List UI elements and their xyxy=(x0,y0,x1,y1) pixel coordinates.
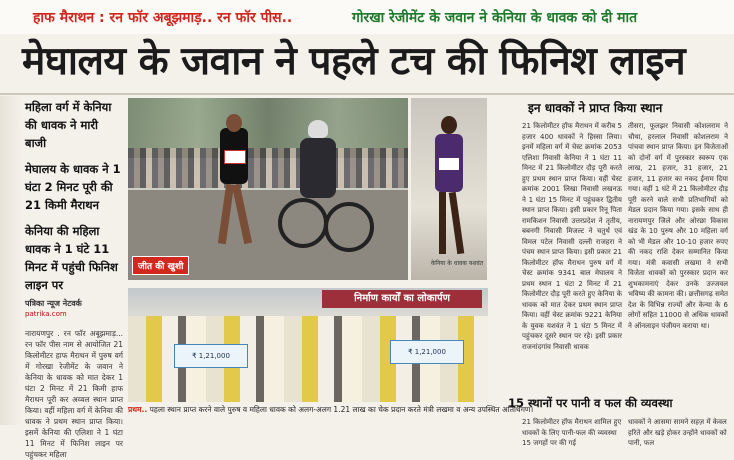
prize-cheque: ₹ 1,21,000 xyxy=(174,344,248,368)
runner-leg xyxy=(439,192,446,254)
bottom-photo xyxy=(128,288,488,402)
subheading-1: महिला वर्ग में केनिया की धावक ने मारी बाजी xyxy=(25,100,112,150)
prize-cheque: ₹ 1,21,000 xyxy=(390,340,464,364)
right-heading: इन धावकों ने प्राप्त किया स्थान xyxy=(528,101,663,115)
cyclist-helmet xyxy=(308,120,328,138)
article-body: नारायणपुर . रन फॉर अबूझमाड़... रन फॉर पीस नाम से आयोजित 21 किलोमीटर हाफ मैराथन में पुरुष वर्ग में गोरखा रेजीमेंट के जवान ने केनिया के धावक को मात देकर 1 घंटा 2 मिनट में 21 किमी हाफ मैराथन पूरी कर अव्वल स्थान प्राप्त किया। वहीं महिला वर्ग में केनिया की धावक ने प्रथम स्थान प्राप्त किया। इसमें केनिया की एलिशा ने 1 घंटा 11 मिनट में फिनिश लाइन पर पहुंचकर महिला xyxy=(25,329,123,459)
side-photo-caption: केनिया के धावक यशवंत xyxy=(430,260,484,267)
photo-caption-tag: जीत की खुशी xyxy=(132,256,189,275)
main-headline: मेघालय के जवान ने पहले टच की फिनिश लाइन xyxy=(22,39,686,84)
subheading-3: केनिया की महिला धावक ने 1 घंटे 11 मिनट में पहुंची फिनिश लाइन पर xyxy=(25,224,118,292)
main-photo xyxy=(128,98,408,280)
bicycle-wheel xyxy=(324,202,374,252)
right-body-col-2b: धावकों ने आसमा सामने सहज़ में केवल हरिते और खड़े होकर उन्होंने धावकों को पानी, फल xyxy=(628,418,727,447)
right-subheading-2: 15 स्थानों पर पानी व फल की व्यवस्था xyxy=(508,396,673,410)
byline-web: patrika.com xyxy=(25,310,67,318)
bicycle-wheel xyxy=(278,198,328,248)
subheading-2: मेघालय के धावक ने 1 घंटा 2 मिनट पूरी की 21 किमी मैराथन xyxy=(25,162,121,212)
byline: पत्रिका न्यूज नेटवर्क xyxy=(25,299,82,308)
runner-bib xyxy=(224,150,246,164)
kicker-line xyxy=(0,0,734,34)
kicker-red-text: हाफ मैराथन : रन फॉर अबूझमाड़.. रन फॉर पीस.. xyxy=(33,10,293,26)
runner-head xyxy=(226,114,242,132)
runner-leg xyxy=(449,192,465,254)
runner-head xyxy=(441,116,457,134)
right-body-col-2: तीसरा, फूलझर निवासी कोशलराम ने चौथा, हरलाल निवासी कोशलराम ने पांचवा स्थान प्राप्त किया। इन विजेताओं को दोनों वर्ग में पुरस्कार स्वरूप एक लाख, 21 हजार, 31 हजार, 21 हजार, 11 हजार का नकद ईनाम दिया गया। वहीं 1 घंटे में 21 किलोमीटर दौड़ पूरी करने वाले सभी प्रतिभागियों को मेडल प्रदान किया गया। इसके साथ ही नारायणपुर जिले और ओरछा विकास खंड के 10 पुरुष और 10 महिला वर्ग को भी मेडल और 10-10 हजार रुपए की नकद राशि देकर सम्मानित किया गया। मंत्री कवासी लखमा ने सभी विजेता धावकों को पुरस्कार प्रदान कर शुभकामनाएं देकर उनके उज्जवल भविष्य की कामना की। छत्तीसगढ़ समेत देश के विभिन्न राज्यों और केन्या के 6 लोगों सहित 11000 से अधिक धावकों ने ऑनलाइन पंजीयन कराया था। xyxy=(628,122,728,330)
left-column xyxy=(25,96,123,459)
photo-banner: निर्माण कार्यों का लोकार्पण xyxy=(322,290,482,308)
caption-text: पहला स्थान प्राप्त करने वाले पुरुष व महिला धावक को अलग-अलग 1.21 लाख का चेक प्रदान करते मंत्री लखमा व अन्य उपस्थित अतिथिगण। xyxy=(147,405,534,414)
caption-label: प्रथम.. xyxy=(128,405,148,414)
right-columns xyxy=(508,121,734,447)
right-column xyxy=(490,95,734,447)
bottom-photo-caption xyxy=(128,403,534,417)
photo-crowd xyxy=(128,148,408,188)
right-body-col-1b: 21 किलोमीटर हॉफ मैराथन शामिल हुए धावकों के लिए पानी-फल की व्यवस्था 15 जगहों पर की गई xyxy=(522,418,622,447)
right-body-col-1: 21 किलोमीटर हॉफ मैराथन में करीब 5 हजार 400 धावकों ने हिस्सा लिया। इनमें महिला वर्ग में चेस्ट क्रमांक 2053 एलिशा निवासी केनिया ने 1 घंटा 11 मिनट में 21 किलोमीटर दौड़ पूरी करते हुए प्रथम स्थान प्राप्त किया। वहीं चेस्ट क्रमांक 2001 लिखा निवासी लखनऊ ने 1 घंटा 15 मिनट में पहुंचकर द्वितीय स्थान प्राप्त किया। इसी प्रकार रिनू पिता रामकिशन निवासी उत्तरप्रदेश ने तृतीय, बबनगी निवासी मिजल्ट ने चतुर्थ एवं विमल पटेल निवासी दल्ली राजहरा ने पंचम स्थान प्राप्त किया। इसी प्रकार 21 किलोमीटर हॉफ मैराथन पुरुष वर्ग में चेस्ट क्रमांक 9341 बाल मेघालय ने प्रथम स्थान 1 घंटा 2 मिनट में 21 किलोमीटर दौड़ पूरी करते हुए केनिया के धावक को मात देकर प्रथम स्थान प्राप्त किया। वहीं चेस्ट क्रमांक 9221 केनिया के युवक यशवंत ने 1 घंटा 5 मिनट में पहुंचकर दूसरे स्थान पर रहे। इसी प्रकार राजनांदगांव निवासी धावक xyxy=(522,122,622,351)
cyclist-figure xyxy=(300,138,336,198)
side-photo xyxy=(411,98,487,280)
kicker-green-text: गोरखा रेजीमेंट के जवान ने केनिया के धावक को दी मात xyxy=(352,10,638,26)
page-gutter xyxy=(0,96,22,425)
runner-bib xyxy=(439,158,459,170)
